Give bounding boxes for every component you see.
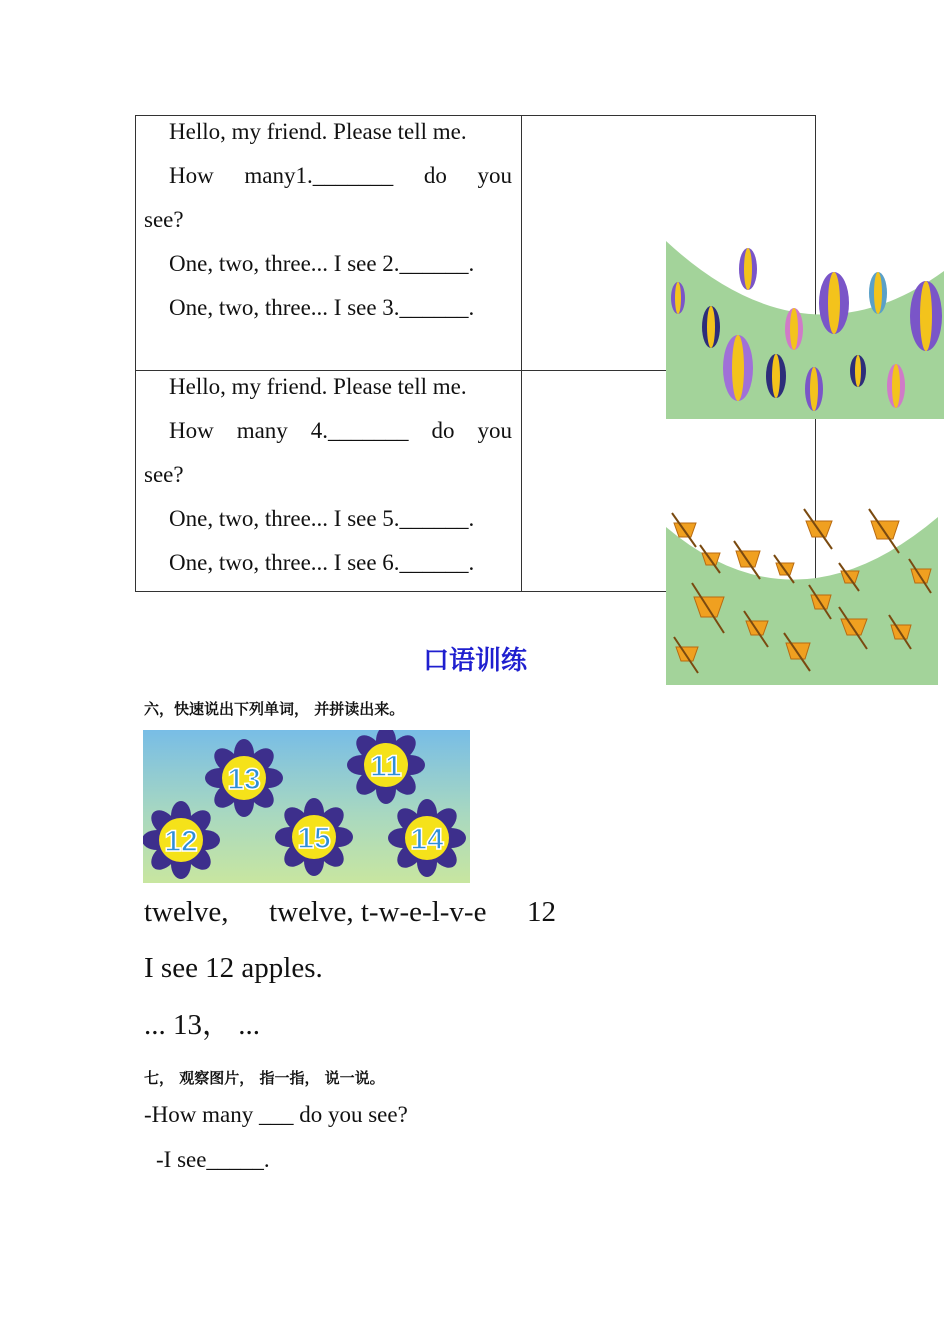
flower-12 bbox=[143, 801, 220, 879]
answer-line-2: One, two, three... I see 2.______. bbox=[169, 251, 475, 276]
flower-number: 12 bbox=[164, 825, 198, 858]
table-row bbox=[136, 116, 816, 371]
blank-4: 4._______ bbox=[310, 418, 409, 443]
flower-14 bbox=[388, 799, 466, 877]
word: do bbox=[423, 163, 447, 188]
text-cell-1 bbox=[136, 116, 522, 371]
flower-number: 11 bbox=[370, 750, 402, 783]
word-twelve: twelve, bbox=[144, 896, 229, 928]
number-twelve: 12 bbox=[526, 896, 556, 928]
greeting-line: Hello, my friend. Please tell me. bbox=[169, 374, 467, 399]
question-end: see? bbox=[144, 462, 184, 487]
word: do bbox=[431, 418, 455, 443]
word: many bbox=[236, 418, 288, 443]
greeting-line: Hello, my friend. Please tell me. bbox=[169, 119, 467, 144]
flower-number: 15 bbox=[297, 822, 331, 855]
word: How bbox=[169, 418, 214, 443]
question-line bbox=[169, 161, 512, 191]
answer-prompt: -I see_____. bbox=[156, 1147, 270, 1172]
word: you bbox=[477, 418, 512, 443]
exercise7-instruction: 七， 观察图片， 指一指， 说一说。 bbox=[144, 1069, 385, 1087]
section-title: 口语训练 bbox=[422, 646, 527, 676]
answer-line-5: One, two, three... I see 5.______. bbox=[169, 506, 475, 531]
continue-line: ... 13， ... bbox=[144, 1009, 261, 1041]
image-cell-1 bbox=[522, 116, 816, 371]
exercise6-instruction: 六，快速说出下列单词， 并拼读出来。 bbox=[144, 700, 405, 718]
word-spelling: twelve, t-w-e-l-v-e bbox=[269, 896, 487, 928]
blank-1: many1._______ bbox=[244, 163, 394, 188]
flowers-image bbox=[143, 730, 470, 883]
flower-13 bbox=[205, 739, 283, 817]
sentence-line: I see 12 apples. bbox=[144, 952, 323, 984]
word: How bbox=[169, 163, 214, 188]
answer-line-6: One, two, three... I see 6.______. bbox=[169, 550, 475, 575]
word: you bbox=[477, 163, 512, 188]
flower-number: 13 bbox=[227, 763, 261, 796]
flower-15 bbox=[275, 798, 353, 876]
question-prompt: -How many ___ do you see? bbox=[144, 1102, 408, 1127]
question-end: see? bbox=[144, 207, 184, 232]
question-line bbox=[169, 416, 512, 446]
balloons-image bbox=[666, 241, 944, 419]
exercise-table bbox=[135, 115, 816, 592]
text-cell-2 bbox=[136, 371, 522, 592]
answer-line-3: One, two, three... I see 3.______. bbox=[169, 295, 475, 320]
flower-number: 14 bbox=[410, 823, 444, 856]
spelling-line bbox=[144, 894, 556, 930]
